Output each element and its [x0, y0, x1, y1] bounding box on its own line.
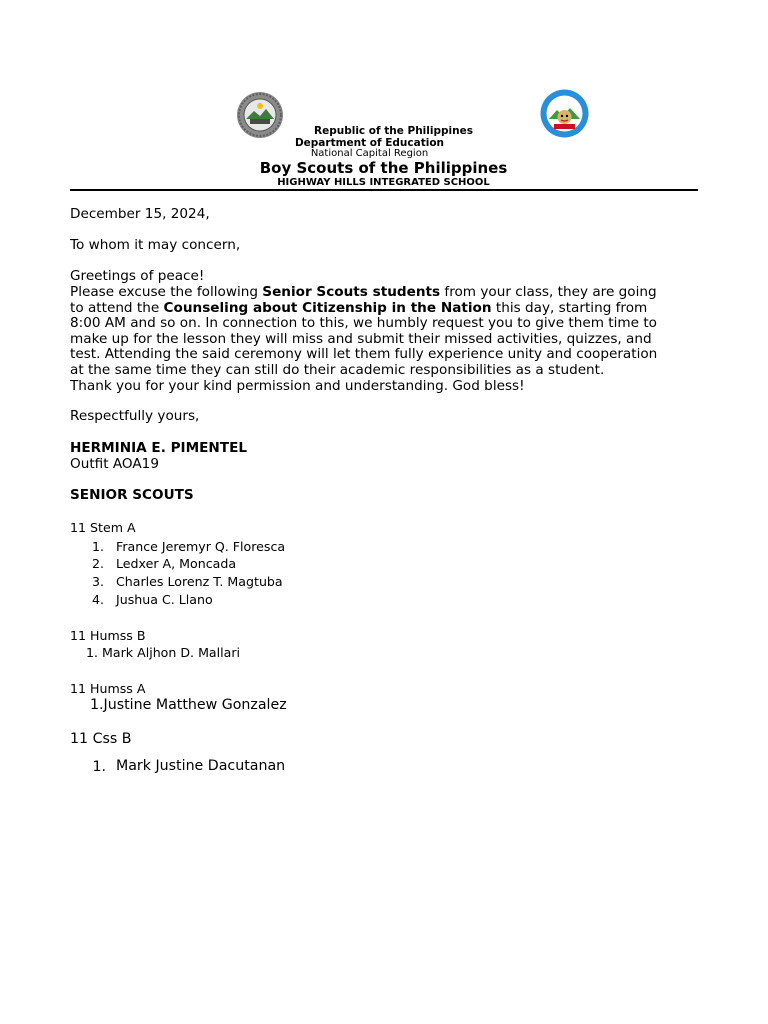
senior-scouts-heading: SENIOR SCOUTS: [70, 487, 194, 503]
list-number: 1.: [92, 759, 106, 775]
signatory-outfit: Outfit AOA19: [70, 456, 159, 472]
body-line-5: test. Attending the said ceremony will let them fully experience unity and cooperation: [70, 346, 658, 363]
list-item: Jushua C. Llano: [116, 592, 213, 607]
header-divider: [70, 189, 698, 191]
letter-salutation: To whom it may concern,: [70, 237, 241, 253]
letter-date: December 15, 2024,: [70, 206, 210, 222]
letter-greeting: Greetings of peace!: [70, 268, 205, 284]
list-number: 4.: [91, 592, 104, 607]
letter-body: [70, 285, 698, 394]
list-number: 1.: [91, 539, 104, 554]
group-label-stem-a: 11 Stem A: [70, 520, 136, 535]
letterhead-title: Boy Scouts of the Philippines: [259, 159, 508, 177]
list-item: 1.Justine Matthew Gonzalez: [90, 697, 287, 713]
list-item: Ledxer A, Moncada: [116, 556, 237, 571]
body-line-2: to attend the Counseling about Citizenship in the Nation this day, starting from: [70, 299, 648, 316]
signatory-name: HERMINIA E. PIMENTEL: [70, 440, 248, 456]
list-item: France Jeremyr Q. Floresca: [116, 539, 286, 554]
body-line-1: Please excuse the following Senior Scouts students from your class, they are going: [70, 284, 657, 300]
list-item: Charles Lorenz T. Magtuba: [116, 574, 283, 589]
letter-closing: Respectfully yours,: [70, 408, 200, 424]
group-label-humss-b: 11 Humss B: [70, 628, 146, 643]
group-label-css-b: 11 Css B: [70, 731, 132, 747]
letterhead-department: Department of Education: [294, 137, 445, 149]
body-line-3: 8:00 AM and so on. In connection to this, we humbly request you to give them time to: [70, 315, 657, 332]
letterhead-region: National Capital Region: [310, 148, 429, 159]
list-item: 1. Mark Aljhon D. Mallari: [86, 645, 241, 660]
list-number: 2.: [91, 556, 104, 571]
group-label-humss-a: 11 Humss A: [70, 681, 146, 696]
body-line-6: at the same time they can still do their academic responsibilities as a student.: [70, 361, 605, 378]
list-item: Mark Justine Dacutanan: [116, 758, 286, 774]
body-line-7: Thank you for your kind permission and understanding. God bless!: [70, 377, 525, 394]
letterhead-school: HIGHWAY HILLS INTEGRATED SCHOOL: [277, 177, 490, 188]
letterhead-country: Republic of the Philippines: [314, 125, 473, 137]
list-number: 3.: [91, 574, 104, 589]
body-line-4: make up for the lesson they will miss and submit their missed activities, quizzes, and: [70, 330, 652, 347]
